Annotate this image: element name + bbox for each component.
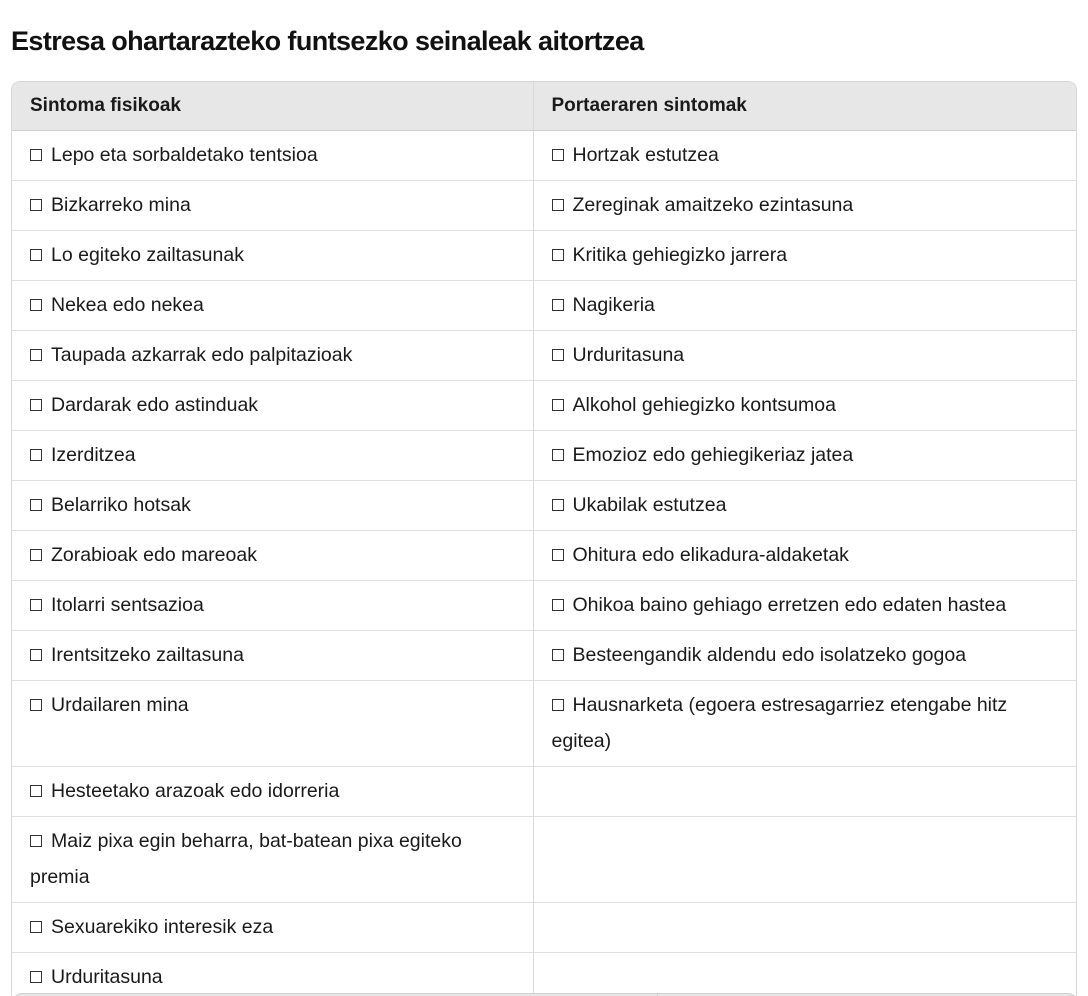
table-row bbox=[12, 381, 1076, 431]
checkbox-icon[interactable] bbox=[30, 921, 42, 933]
checkbox-icon[interactable] bbox=[30, 299, 42, 311]
behavioral-symptom-cell bbox=[533, 431, 1076, 481]
physical-symptom-cell bbox=[12, 381, 533, 431]
physical-symptom-cell bbox=[12, 231, 533, 281]
checkbox-icon[interactable] bbox=[30, 199, 42, 211]
checkbox-icon[interactable] bbox=[552, 649, 564, 661]
symptom-label: Ohikoa baino gehiago erretzen edo edaten hastea bbox=[572, 594, 1007, 616]
physical-symptom-cell bbox=[12, 431, 533, 481]
behavioral-symptom-cell bbox=[533, 581, 1076, 631]
header-behavioral-symptoms: Portaeraren sintomak bbox=[533, 82, 1076, 131]
physical-symptom-cell bbox=[12, 767, 533, 817]
checkbox-icon[interactable] bbox=[30, 835, 42, 847]
table-row bbox=[12, 481, 1076, 531]
table-row bbox=[12, 231, 1076, 281]
symptom-label: Bizkarreko mina bbox=[51, 194, 191, 216]
physical-symptom-cell bbox=[12, 331, 533, 381]
symptom-label: Itolarri sentsazioa bbox=[51, 594, 204, 616]
table-row bbox=[12, 681, 1076, 767]
checkbox-icon[interactable] bbox=[552, 249, 564, 261]
symptom-label: Zereginak amaitzeko ezintasuna bbox=[572, 194, 854, 216]
table-row bbox=[12, 281, 1076, 331]
checkbox-icon[interactable] bbox=[30, 399, 42, 411]
symptom-label: Lo egiteko zailtasunak bbox=[51, 244, 244, 266]
checkbox-icon[interactable] bbox=[552, 199, 564, 211]
behavioral-symptom-cell bbox=[533, 767, 1076, 817]
symptom-label: Nagikeria bbox=[572, 294, 655, 316]
symptom-label: Sexuarekiko interesik eza bbox=[51, 916, 274, 938]
behavioral-symptom-cell bbox=[533, 481, 1076, 531]
behavioral-symptom-cell bbox=[533, 331, 1076, 381]
symptom-label: Alkohol gehiegizko kontsumoa bbox=[572, 394, 836, 416]
behavioral-symptom-cell bbox=[533, 381, 1076, 431]
checkbox-icon[interactable] bbox=[552, 499, 564, 511]
physical-symptom-cell bbox=[12, 631, 533, 681]
symptom-label: Nekea edo nekea bbox=[51, 294, 204, 316]
symptom-label: Urduritasuna bbox=[51, 966, 163, 988]
table-row bbox=[12, 953, 1076, 996]
checkbox-icon[interactable] bbox=[552, 149, 564, 161]
checkbox-icon[interactable] bbox=[552, 399, 564, 411]
behavioral-symptom-cell bbox=[533, 531, 1076, 581]
symptom-label: Hortzak estutzea bbox=[572, 144, 719, 166]
checkbox-icon[interactable] bbox=[30, 449, 42, 461]
symptom-label: Urduritasuna bbox=[572, 344, 685, 366]
checkbox-icon[interactable] bbox=[30, 549, 42, 561]
symptom-label: Hausnarketa (egoera estresagarriez etengabe hitz egitea) bbox=[551, 694, 1008, 752]
checkbox-icon[interactable] bbox=[552, 549, 564, 561]
page-title: Estresa ohartarazteko funtsezko seinaleak aitortzea bbox=[11, 26, 644, 56]
symptom-label: Emozioz edo gehiegikeriaz jatea bbox=[572, 444, 854, 466]
checkbox-icon[interactable] bbox=[30, 349, 42, 361]
symptom-label: Kritika gehiegizko jarrera bbox=[572, 244, 788, 266]
table-row bbox=[12, 767, 1076, 817]
behavioral-symptom-cell bbox=[533, 953, 1076, 996]
behavioral-symptom-cell bbox=[533, 131, 1076, 181]
checkbox-icon[interactable] bbox=[30, 499, 42, 511]
table-header-row bbox=[12, 82, 1076, 131]
symptom-label: Dardarak edo astinduak bbox=[51, 394, 259, 416]
physical-symptom-cell bbox=[12, 131, 533, 181]
physical-symptom-cell bbox=[12, 817, 533, 903]
behavioral-symptom-cell bbox=[533, 281, 1076, 331]
behavioral-symptom-cell bbox=[533, 231, 1076, 281]
physical-symptom-cell bbox=[12, 531, 533, 581]
physical-symptom-cell bbox=[12, 481, 533, 531]
behavioral-symptom-cell bbox=[533, 681, 1076, 767]
checkbox-icon[interactable] bbox=[552, 349, 564, 361]
physical-symptom-cell bbox=[12, 903, 533, 953]
table-row bbox=[12, 817, 1076, 903]
symptom-label: Hesteetako arazoak edo idorreria bbox=[51, 780, 340, 802]
behavioral-symptom-cell bbox=[533, 181, 1076, 231]
physical-symptom-cell bbox=[12, 181, 533, 231]
checkbox-icon[interactable] bbox=[30, 149, 42, 161]
table-row bbox=[12, 581, 1076, 631]
symptom-label: Ukabilak estutzea bbox=[572, 494, 727, 516]
checkbox-icon[interactable] bbox=[30, 971, 42, 983]
table-row bbox=[12, 431, 1076, 481]
checkbox-icon[interactable] bbox=[552, 599, 564, 611]
symptom-label: Lepo eta sorbaldetako tentsioa bbox=[51, 144, 318, 166]
symptom-label: Urdailaren mina bbox=[51, 694, 189, 716]
table-row bbox=[12, 181, 1076, 231]
behavioral-symptom-cell bbox=[533, 903, 1076, 953]
symptom-label: Zorabioak edo mareoak bbox=[51, 544, 257, 566]
checkbox-icon[interactable] bbox=[552, 299, 564, 311]
symptom-label: Besteengandik aldendu edo isolatzeko gogoa bbox=[572, 644, 967, 666]
symptoms-table bbox=[11, 81, 1077, 996]
behavioral-symptom-cell bbox=[533, 817, 1076, 903]
checkbox-icon[interactable] bbox=[552, 449, 564, 461]
behavioral-symptom-cell bbox=[533, 631, 1076, 681]
physical-symptom-cell bbox=[12, 681, 533, 767]
symptom-label: Ohitura edo elikadura-aldaketak bbox=[572, 544, 849, 566]
physical-symptom-cell bbox=[12, 953, 533, 996]
symptom-label: Izerditzea bbox=[51, 444, 136, 466]
symptom-label: Taupada azkarrak edo palpitazioak bbox=[51, 344, 353, 366]
table-row bbox=[12, 531, 1076, 581]
symptom-label: Maiz pixa egin beharra, bat-batean pixa egiteko premia bbox=[30, 830, 462, 888]
checkbox-icon[interactable] bbox=[30, 249, 42, 261]
checkbox-icon[interactable] bbox=[552, 699, 564, 711]
checkbox-icon[interactable] bbox=[30, 699, 42, 711]
table-row bbox=[12, 903, 1076, 953]
checkbox-icon[interactable] bbox=[30, 599, 42, 611]
physical-symptom-cell bbox=[12, 281, 533, 331]
physical-symptom-cell bbox=[12, 581, 533, 631]
table-row bbox=[12, 331, 1076, 381]
symptom-label: Irentsitzeko zailtasuna bbox=[51, 644, 244, 666]
header-physical-symptoms: Sintoma fisikoak bbox=[12, 82, 533, 131]
checkbox-icon[interactable] bbox=[30, 649, 42, 661]
table-row bbox=[12, 631, 1076, 681]
checkbox-icon[interactable] bbox=[30, 785, 42, 797]
symptom-label: Belarriko hotsak bbox=[51, 494, 191, 516]
table-row bbox=[12, 131, 1076, 181]
